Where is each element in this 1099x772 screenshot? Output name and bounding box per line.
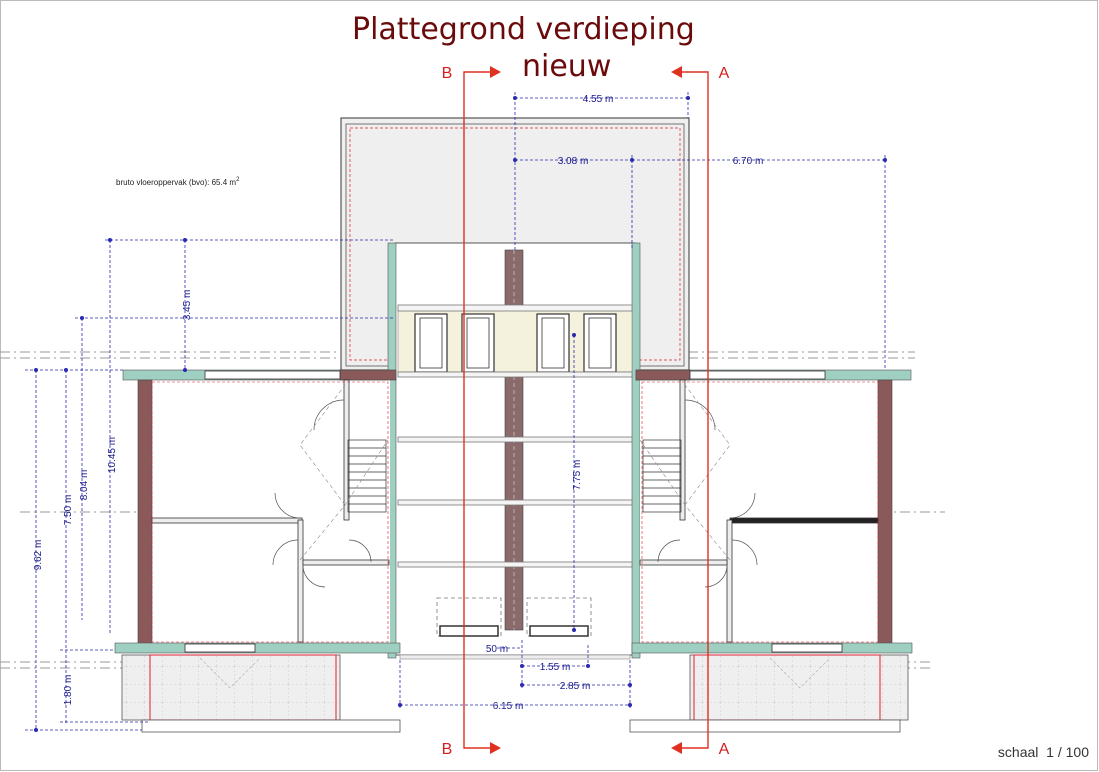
dim-label-6-70: 6.70 m <box>732 156 764 167</box>
dim-label-1-80: 1.80 m <box>63 674 74 706</box>
central-atrium <box>388 243 640 658</box>
dim-label-50: 50 m <box>485 644 509 655</box>
dim-label-7-75: 7.75 m <box>572 459 583 491</box>
dim-label-6-15: 6.15 m <box>492 701 524 712</box>
dim-label-7-50: 7.50 m <box>63 494 74 526</box>
dim-label-1-55: 1.55 m <box>539 662 571 673</box>
scale-label: schaal <box>997 744 1039 760</box>
dim-label-4-55: 4.55 m <box>582 94 614 105</box>
dim-label-3-08: 3.08 m <box>557 156 589 167</box>
dim-label-9-62: 9.62 m <box>33 539 44 571</box>
dim-label-2-85: 2.85 m <box>559 681 591 692</box>
section-b-top-label: B <box>441 65 453 82</box>
balconies <box>122 655 908 732</box>
scale-note <box>998 744 1089 760</box>
section-a-top-label: A <box>718 65 730 82</box>
drawing-title-line1: Plattegrond verdieping <box>352 12 695 47</box>
left-dwelling <box>115 370 400 653</box>
dim-label-3-45: 3.45 m <box>182 289 193 321</box>
dim-label-10-45: 10.45 m <box>107 436 118 474</box>
drawing-title-line2: nieuw <box>522 49 612 84</box>
right-dwelling <box>632 370 912 653</box>
dim-label-8-04: 8.04 m <box>79 469 90 501</box>
area-note: bruto vloeroppervak (bvo): 65.4 $m^2$ <box>116 177 240 187</box>
section-b-bottom-label: B <box>441 741 453 758</box>
section-a-bottom-label: A <box>718 741 730 758</box>
scale-value: 1 / 100 <box>1046 744 1089 760</box>
